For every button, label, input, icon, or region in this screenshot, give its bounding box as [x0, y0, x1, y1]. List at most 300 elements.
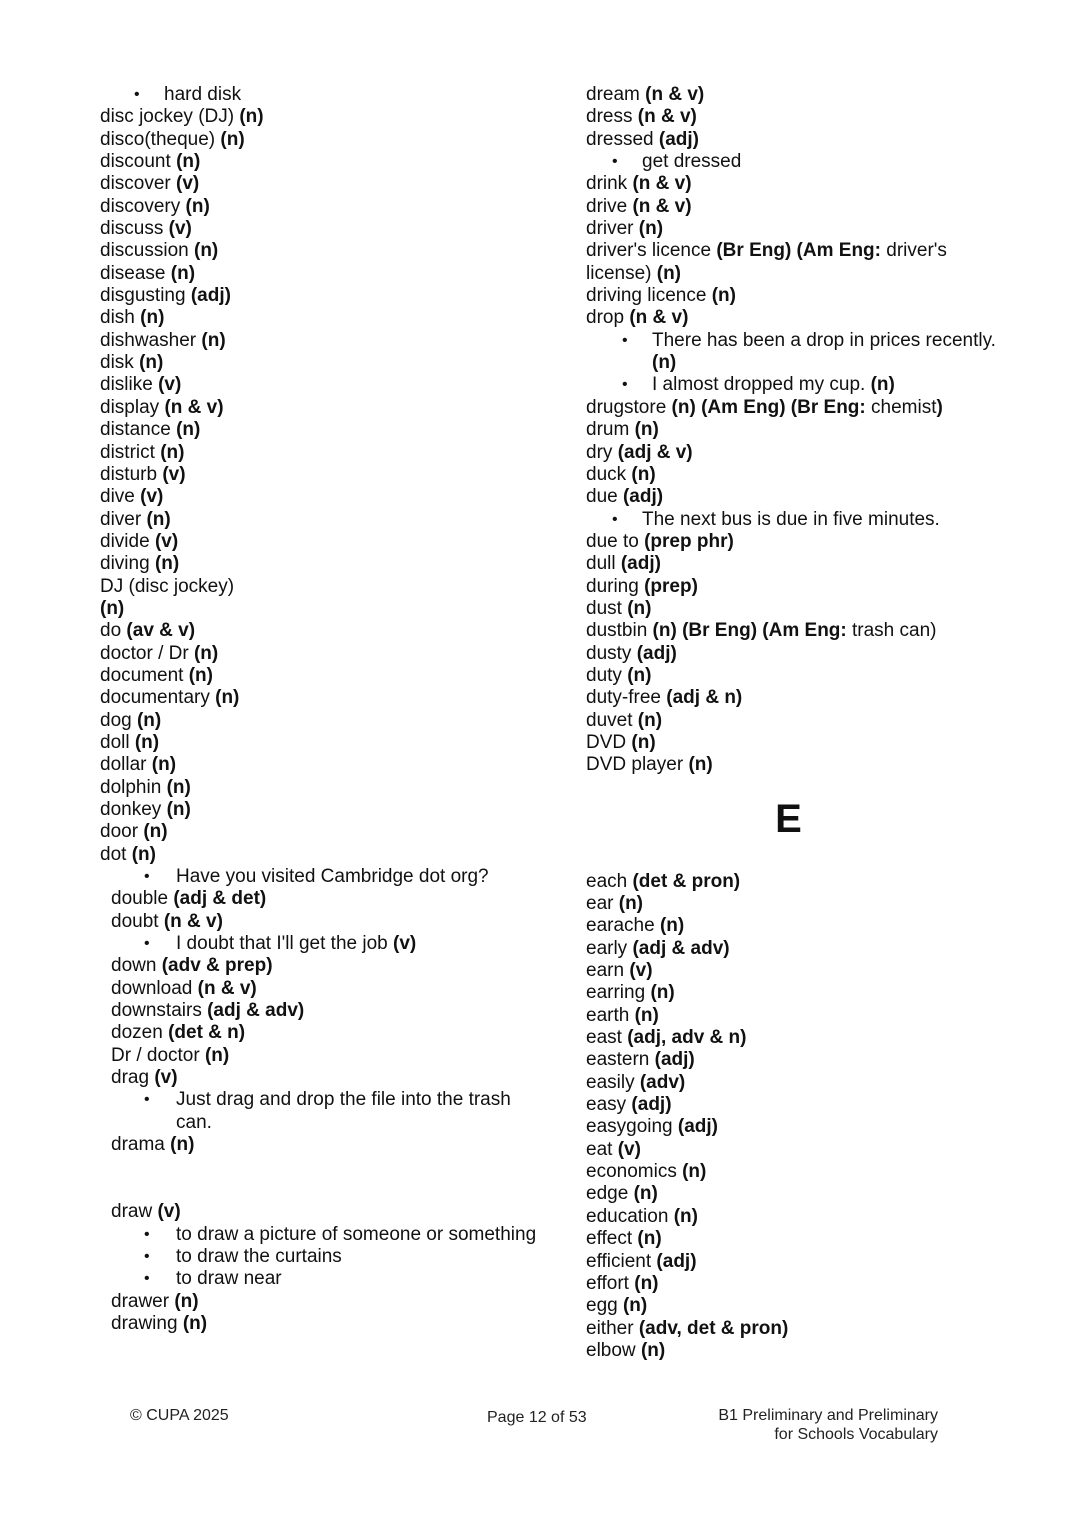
headword: edge [586, 1183, 629, 1205]
headword: east [586, 1027, 622, 1049]
part-of-speech: (n) [170, 1134, 195, 1156]
part-of-speech: (adj) [190, 285, 231, 307]
vocab-entry [100, 1000, 540, 1022]
vocab-entry [586, 871, 1006, 893]
part-of-speech: (n) [193, 642, 219, 664]
vocab-entry [100, 240, 540, 262]
part-of-speech: (n) [154, 553, 180, 575]
vocab-entry [586, 1340, 1006, 1362]
vocab-entry [100, 1045, 540, 1067]
headword: during [586, 575, 639, 597]
vocab-entry [586, 285, 1006, 307]
entry-label: ) [936, 396, 943, 418]
part-of-speech: (v) [168, 218, 192, 240]
vocab-entry [100, 263, 540, 285]
vocab-entry [100, 955, 540, 977]
vocab-entry [100, 665, 540, 687]
vocab-entry [100, 576, 540, 598]
headword: easy [586, 1094, 627, 1116]
example-bullet [100, 866, 540, 888]
headword: due [586, 486, 618, 508]
part-of-speech: (v) [176, 173, 200, 195]
part-of-speech: (n) [618, 893, 644, 914]
headword: dressed [586, 128, 654, 150]
example-bullet [586, 151, 1006, 173]
vocab-entry [100, 754, 540, 776]
example-text: The next bus is due in five minutes. [642, 508, 940, 530]
vocab-entry [586, 1116, 1006, 1138]
part-of-speech: (adv & prep) [161, 955, 273, 977]
vocab-entry [586, 1251, 1006, 1273]
vocab-entry [586, 196, 1006, 218]
part-of-speech: (n) [176, 419, 201, 441]
left-column [100, 84, 540, 1335]
part-of-speech: (n) [682, 1161, 707, 1183]
headword: drama [111, 1134, 165, 1156]
part-of-speech: (n) [638, 218, 664, 240]
vocab-entry [100, 777, 540, 799]
part-of-speech: (n) [640, 1339, 666, 1361]
footer-title-line-1: B1 Preliminary and Preliminary [718, 1407, 938, 1424]
footer-document-title [700, 1406, 938, 1444]
footer-title-line-2: for Schools Vocabulary [774, 1426, 938, 1443]
headword: divide [100, 530, 150, 552]
part-of-speech: (n) [166, 799, 191, 820]
part-of-speech: (n & v) [163, 910, 223, 932]
entry-label: (n) [656, 262, 682, 284]
vocab-entry [586, 1161, 1006, 1183]
part-of-speech: (adj) [656, 1250, 697, 1272]
vocab-entry [100, 1201, 540, 1223]
vocab-entry [100, 1022, 540, 1044]
headword: early [586, 937, 628, 959]
headword: disturb [100, 463, 158, 485]
vocab-entry [586, 106, 1006, 128]
vocab-entry [586, 1027, 1006, 1049]
headword: duty [586, 664, 622, 686]
part-of-speech: (n & v) [637, 106, 697, 128]
vocab-entry [586, 710, 1006, 732]
vocab-entry [100, 151, 540, 173]
vocab-entry [586, 687, 1006, 709]
part-of-speech: (n) [194, 240, 219, 262]
right-column [586, 84, 1006, 1362]
headword: elbow [586, 1339, 636, 1361]
headword: dollar [100, 754, 147, 776]
part-of-speech: (n) [204, 1044, 230, 1066]
headword: dusty [586, 642, 632, 664]
vocab-entry [586, 643, 1006, 665]
headword: downstairs [111, 1000, 202, 1022]
entry-label: (n) (Am Eng) (Br Eng: [671, 396, 866, 418]
part-of-speech: (n) [631, 463, 656, 485]
headword: door [100, 821, 139, 843]
vocab-entry [100, 464, 540, 486]
example-bullet [586, 374, 1006, 396]
part-of-speech: (adj) [654, 1049, 695, 1071]
part-of-speech: (n) [650, 982, 675, 1004]
vocab-entry [586, 938, 1006, 960]
headword: disk [100, 352, 134, 374]
headword: draw [111, 1201, 153, 1223]
part-of-speech: (adj & n) [666, 687, 743, 709]
part-of-speech: (det & n) [168, 1022, 246, 1044]
headword: DJ (disc jockey) [100, 575, 235, 597]
headword: duck [586, 463, 627, 485]
vocab-entry [100, 374, 540, 396]
vocab-entry [586, 1094, 1006, 1116]
part-of-speech: (n) [188, 664, 213, 686]
vocab-entry [586, 732, 1006, 754]
part-of-speech: (n) [143, 821, 168, 843]
part-of-speech: (n) [637, 709, 663, 731]
entry-text: drugstore [586, 396, 672, 418]
vocab-entry [100, 553, 540, 575]
vocab-entry [586, 665, 1006, 687]
part-of-speech: (n) [239, 106, 264, 128]
headword: education [586, 1205, 669, 1227]
part-of-speech: (adj) [636, 642, 677, 664]
vocab-entry [586, 1049, 1006, 1071]
headword: economics [586, 1161, 677, 1183]
vocab-entry [586, 442, 1006, 464]
part-of-speech: (adj & v) [617, 441, 693, 463]
part-of-speech: (adj & adv) [207, 1000, 305, 1022]
example-text: I doubt that I'll get the job [176, 933, 388, 955]
part-of-speech: (n) [170, 262, 196, 284]
example-text: to draw a picture of someone or something [176, 1223, 537, 1245]
example-text: get dressed [642, 151, 742, 173]
part-of-speech: (v) [154, 1067, 178, 1089]
part-of-speech: (adj) [622, 486, 664, 508]
headword: download [111, 977, 193, 999]
headword: earache [586, 915, 655, 937]
part-of-speech: (n) [711, 285, 736, 307]
vocab-entry [586, 1183, 1006, 1205]
vocab-entry [100, 442, 540, 464]
headword: dress [586, 106, 633, 128]
part-of-speech: (n) [659, 915, 685, 937]
vocab-entry [586, 960, 1006, 982]
headword: drive [586, 195, 628, 217]
part-of-speech: (n) [182, 1312, 208, 1334]
part-of-speech: (adj) [677, 1116, 719, 1138]
part-of-speech: (n) [160, 441, 185, 463]
headword: doubt [111, 910, 159, 932]
part-of-speech: (adv) [639, 1071, 686, 1093]
headword: discover [100, 173, 171, 195]
headword: effect [586, 1228, 633, 1250]
headword: due to [586, 530, 639, 552]
headword: dishwasher [100, 329, 197, 351]
headword: drop [586, 307, 625, 329]
part-of-speech: (n) [637, 1228, 662, 1250]
headword: eastern [586, 1049, 650, 1071]
vocab-entry [100, 620, 540, 642]
part-of-speech: (prep phr) [644, 530, 734, 552]
headword: each [586, 870, 628, 892]
vocab-entry [586, 893, 1006, 915]
headword: doctor / Dr [100, 642, 189, 664]
part-of-speech: (det & pron) [632, 870, 741, 892]
vocab-entry [586, 915, 1006, 937]
part-of-speech: (n) [622, 1295, 648, 1317]
part-of-speech: (n) [131, 843, 156, 865]
example-bullet [100, 1246, 540, 1268]
headword: discussion [100, 240, 189, 262]
vocab-entry [100, 352, 540, 374]
example-text: Have you visited Cambridge dot org? [176, 866, 489, 888]
headword: down [111, 955, 157, 977]
vocab-entry [100, 129, 540, 151]
headword: efficient [586, 1250, 652, 1272]
part-of-speech: (n & v) [632, 195, 692, 217]
vocab-entry [100, 1313, 540, 1335]
entry-text: trash can) [846, 620, 937, 642]
headword: discuss [100, 218, 164, 240]
vocab-entry [100, 643, 540, 665]
vocab-entry [100, 486, 540, 508]
headword: display [100, 396, 160, 418]
vocab-entry [586, 1139, 1006, 1161]
vocab-entry [586, 129, 1006, 151]
vocab-entry [100, 330, 540, 352]
entry-label: (Br Eng) (Am Eng: [716, 240, 881, 262]
headword: do [100, 620, 122, 642]
headword: easygoing [586, 1116, 673, 1138]
headword: driver [586, 218, 634, 240]
example-text: There has been a drop in prices recently. [652, 329, 996, 351]
section-letter-heading: E [775, 796, 802, 841]
headword: duty-free [586, 687, 661, 709]
entry-text: chemist [865, 396, 937, 418]
part-of-speech: (n) [166, 776, 191, 798]
vocab-entry [586, 307, 1006, 329]
headword: driving licence [586, 285, 707, 307]
vocab-entry [100, 799, 540, 821]
vocab-entry [100, 1067, 540, 1089]
part-of-speech: (n) [652, 352, 677, 374]
part-of-speech: (n) [627, 597, 652, 619]
headword: dry [586, 441, 613, 463]
vocab-entry [586, 464, 1006, 486]
part-of-speech: (n) [627, 664, 652, 686]
headword: drag [111, 1067, 150, 1089]
vocab-entry [586, 486, 1006, 508]
part-of-speech: (n) [215, 687, 240, 709]
headword: DVD [586, 731, 627, 753]
entry-text: driver's licence [586, 240, 717, 262]
vocab-entry [586, 1005, 1006, 1027]
part-of-speech: (n) [136, 709, 162, 731]
headword: either [586, 1317, 634, 1339]
headword: disco(theque) [100, 128, 216, 150]
part-of-speech: (v) [140, 486, 164, 508]
part-of-speech: (av & v) [126, 620, 196, 642]
part-of-speech: (adj) [620, 553, 661, 575]
part-of-speech: (n) [634, 1272, 659, 1294]
vocab-entry [586, 419, 1006, 441]
headword: earn [586, 960, 625, 982]
part-of-speech: (n) [201, 329, 226, 351]
part-of-speech: (n) [631, 731, 656, 753]
vocab-entry [100, 285, 540, 307]
headword: effort [586, 1272, 629, 1294]
headword: dog [100, 709, 132, 731]
vocab-entry [586, 531, 1006, 553]
vocab-entry [100, 196, 540, 218]
part-of-speech: (n & v) [645, 84, 705, 105]
part-of-speech: (v) [617, 1138, 641, 1160]
headword: egg [586, 1295, 618, 1317]
part-of-speech: (n) [146, 508, 171, 530]
vocab-entry [100, 106, 540, 128]
headword: documentary [100, 687, 210, 709]
example-text: to draw near [176, 1268, 282, 1290]
part-of-speech: (v) [158, 374, 182, 396]
part-of-speech: (v) [393, 933, 417, 955]
part-of-speech: (adj) [631, 1094, 672, 1116]
part-of-speech: (adj) [658, 128, 699, 150]
headword: ear [586, 893, 614, 914]
vocab-entry [586, 598, 1006, 620]
headword: dull [586, 553, 616, 575]
example-bullet [586, 509, 1006, 531]
vocab-entry [100, 732, 540, 754]
example-bullet [100, 84, 540, 106]
headword: drawing [111, 1312, 178, 1334]
example-bullet [586, 330, 1006, 375]
part-of-speech: (adv, det & pron) [638, 1317, 789, 1339]
headword: donkey [100, 799, 162, 820]
vocab-entry [100, 710, 540, 732]
vocab-entry [100, 1134, 540, 1156]
part-of-speech: (n) [134, 731, 160, 753]
part-of-speech: (n) [634, 1004, 659, 1026]
part-of-speech: (prep) [644, 575, 698, 597]
headword: dish [100, 307, 135, 329]
headword: document [100, 664, 184, 686]
headword: dislike [100, 374, 153, 396]
headword: dozen [111, 1022, 163, 1044]
example-text: Just drag and drop the file into the trash can. [176, 1089, 511, 1133]
headword: distance [100, 419, 171, 441]
vocab-entry [586, 240, 1006, 285]
part-of-speech: (n & v) [632, 173, 692, 195]
vocab-entry [586, 1228, 1006, 1250]
part-of-speech: (n) [100, 597, 125, 619]
part-of-speech: (n) [634, 419, 659, 441]
headword: drink [586, 173, 628, 195]
part-of-speech: (n) [140, 307, 165, 329]
vocab-entry [100, 173, 540, 195]
vocab-entry [100, 687, 540, 709]
example-bullet [100, 933, 540, 955]
headword: dive [100, 486, 135, 508]
blank-line [100, 1157, 540, 1179]
part-of-speech: (v) [154, 530, 179, 552]
headword: duvet [586, 709, 633, 731]
example-bullet [100, 1268, 540, 1290]
example-bullet [100, 1089, 540, 1134]
headword: dot [100, 843, 127, 865]
part-of-speech: (n) [870, 374, 895, 396]
headword: eat [586, 1138, 613, 1160]
example-text: hard disk [164, 84, 242, 105]
headword: drawer [111, 1290, 170, 1312]
vocab-entry [586, 1295, 1006, 1317]
headword: double [111, 888, 169, 910]
part-of-speech: (n) [151, 754, 177, 776]
part-of-speech: (n) [688, 754, 713, 776]
footer-page-number: Page 12 of 53 [487, 1409, 587, 1426]
vocab-entry [100, 844, 540, 866]
headword: dust [586, 597, 622, 619]
vocab-entry [100, 218, 540, 240]
vocab-entry [100, 911, 540, 933]
entry-label: (n) (Br Eng) (Am Eng: [652, 620, 847, 642]
vocab-entry [586, 84, 1006, 106]
vocab-entry [100, 978, 540, 1000]
part-of-speech: (v) [162, 463, 186, 485]
part-of-speech: (v) [629, 960, 653, 982]
vocab-entry [586, 1318, 1006, 1340]
vocab-entry [100, 531, 540, 553]
headword: disease [100, 262, 166, 284]
blank-line [100, 1179, 540, 1201]
part-of-speech: (v) [157, 1201, 181, 1223]
part-of-speech: (n) [220, 128, 245, 150]
headword: dolphin [100, 776, 162, 798]
vocab-entry [100, 1291, 540, 1313]
part-of-speech: (n & v) [197, 977, 257, 999]
part-of-speech: (n) [139, 352, 164, 374]
vocab-entry [586, 982, 1006, 1004]
entry-text: dustbin [586, 620, 653, 642]
part-of-speech: (n) [176, 151, 201, 173]
vocab-entry [586, 218, 1006, 240]
headword: disgusting [100, 285, 186, 307]
headword: diver [100, 508, 142, 530]
part-of-speech: (n) [185, 195, 210, 217]
part-of-speech: (adj & det) [173, 888, 267, 910]
headword: dream [586, 84, 640, 105]
part-of-speech: (n & v) [164, 396, 224, 418]
headword: earth [586, 1004, 630, 1026]
headword: district [100, 441, 155, 463]
vocab-entry [100, 888, 540, 910]
headword: diving [100, 553, 150, 575]
part-of-speech: (n) [174, 1290, 199, 1312]
vocab-entry [100, 598, 540, 620]
vocab-entry [100, 397, 540, 419]
headword: earring [586, 982, 646, 1004]
vocab-entry [586, 553, 1006, 575]
headword: easily [586, 1071, 635, 1093]
vocab-entry [586, 397, 1006, 419]
headword: discovery [100, 195, 181, 217]
vocab-entry [586, 620, 1006, 642]
vocab-entry [100, 307, 540, 329]
headword: doll [100, 731, 130, 753]
part-of-speech: (adj & adv) [632, 937, 730, 959]
example-bullet [100, 1224, 540, 1246]
part-of-speech: (n) [673, 1205, 698, 1227]
headword: DVD player [586, 754, 684, 776]
headword: discount [100, 151, 171, 173]
part-of-speech: (n) [633, 1183, 658, 1205]
vocab-entry [586, 1273, 1006, 1295]
